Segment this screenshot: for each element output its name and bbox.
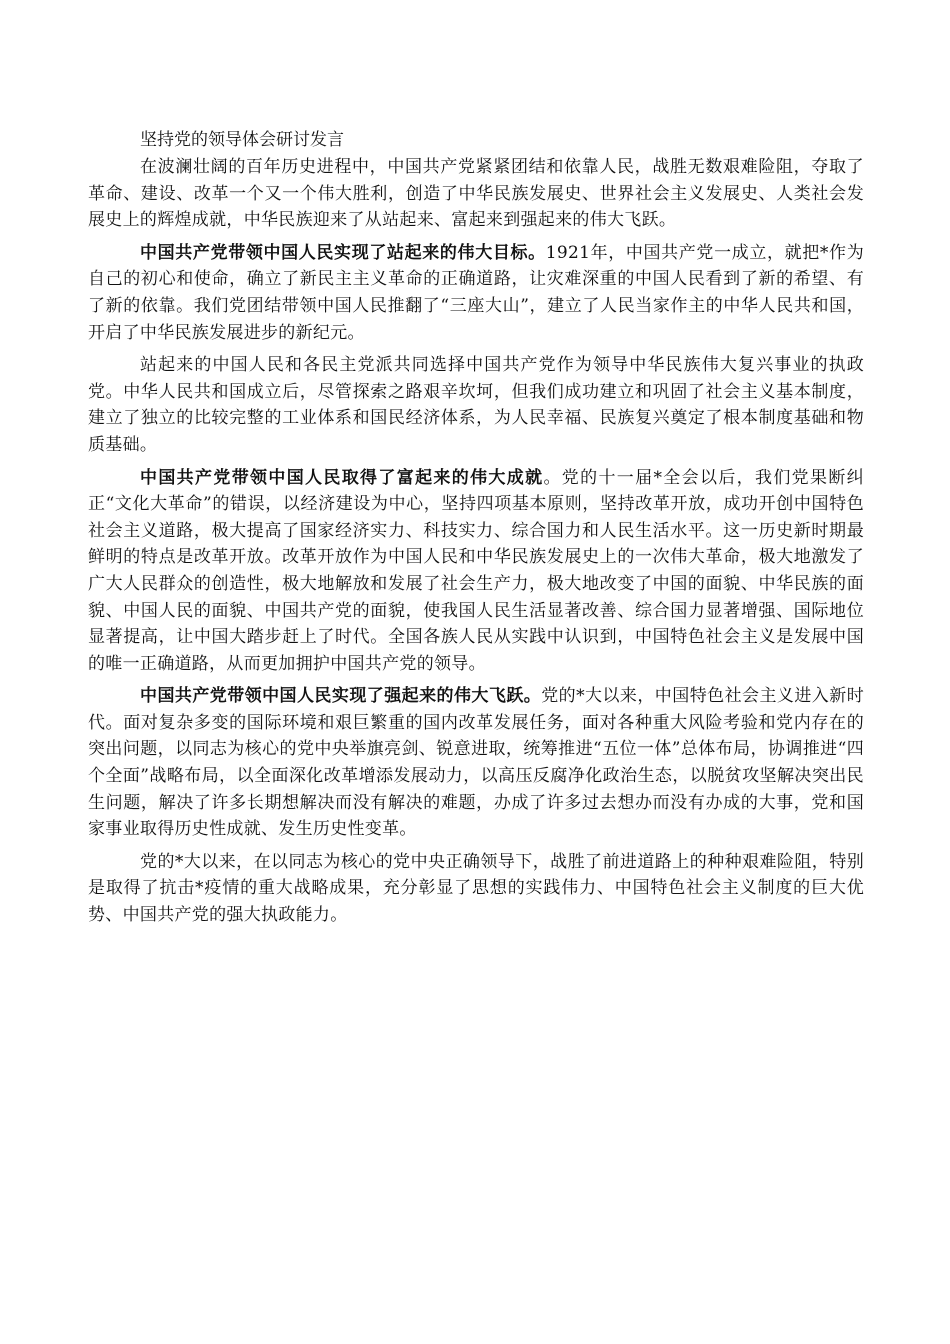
paragraph-intro	[88, 154, 864, 234]
paragraph-ruling-party	[88, 352, 864, 458]
paragraph-rich	[88, 465, 864, 678]
paragraph-stand-up	[88, 240, 864, 346]
paragraph-text: 党的*大以来，在以同志为核心的党中央正确领导下，战胜了前进道路上的种种艰难险阻，特别是取得了抗击*疫情的重大战略成果，充分彰显了思想的实践伟力、中国特色社会主义制度的巨大优势、中国共产党的强大执政能力。	[88, 851, 864, 926]
paragraph-strong	[88, 683, 864, 843]
document-title: 坚持党的领导体会研讨发言	[140, 130, 344, 150]
paragraph-conclusion	[88, 849, 864, 929]
paragraph-text: 在波澜壮阔的百年历史进程中，中国共产党紧紧团结和依靠人民，战胜无数艰难险阻，夺取了革命、建设、改革一个又一个伟大胜利，创造了中华民族发展史、世界社会主义发展史、人类社会发展史上的辉煌成就，中华民族迎来了从站起来、富起来到强起来的伟大飞跃。	[88, 157, 864, 231]
paragraph-lead: 中国共产党带领中国人民实现了强起来的伟大飞跃。	[140, 686, 542, 707]
paragraph-text: 站起来的中国人民和各民主党派共同选择中国共产党作为领导中华民族伟大复兴事业的执政党。中华人民共和国成立后，尽管探索之路艰辛坎坷，但我们成功建立和巩固了社会主义基本制度，建立了独立的比较完整的工业体系和国民经济体系，为人民幸福、民族复兴奠定了根本制度基础和物质基础。	[88, 355, 864, 455]
paragraph-lead: 中国共产党带领中国人民取得了富起来的伟大成就	[140, 467, 544, 488]
paragraph-text: 1921年，中国共产党一成立，就把*作为自己的初心和使命，确立了新民主主义革命的正确道路，让灾难深重的中国人民看到了新的希望、有了新的依靠。我们党团结带领中国人民推翻了“三座大山”，建立了人民当家作主的中华人民共和国，开启了中华民族发展进步的新纪元。	[88, 242, 864, 343]
paragraph-lead: 中国共产党带领中国人民实现了站起来的伟大目标。	[140, 242, 546, 263]
paragraph-text: 。党的十一届*全会以后，我们党果断纠正“文化大革命”的错误，以经济建设为中心，坚持四项基本原则，坚持改革开放，成功开创中国特色社会主义道路，极大提高了国家经济实力、科技实力、综合国力和人民生活水平。这一历史新时期最鲜明的特点是改革开放。改革开放作为中国人民和中华民族发展史上的一次伟大革命，极大地激发了广大人民群众的创造性，极大地解放和发展了社会生产力，极大地改变了中国的面貌、中华民族的面貌、中国人民的面貌、中国共产党的面貌，使我国人民生活显著改善、综合国力显著增强、国际地位显著提高，让中国大踏步赶上了时代。全国各族人民从实践中认识到，中国特色社会主义是发展中国的唯一正确道路，从而更加拥护中国共产党的领导。	[88, 467, 864, 674]
paragraph-text: 党的*大以来，中国特色社会主义进入新时代。面对复杂多变的国际环境和艰巨繁重的国内改革发展任务，面对各种重大风险考验和党内存在的突出问题，以同志为核心的党中央举旗亮剑、锐意进取，统筹推进“五位一体”总体布局，协调推进“四个全面”战略布局，以全面深化改革增添发展动力，以高压反腐净化政治生态，以脱贫攻坚解决突出民生问题，解决了许多长期想解决而没有解决的难题，办成了许多过去想办而没有办成的大事，党和国家事业取得历史性成就、发生历史性变革。	[88, 686, 864, 840]
document-page	[88, 127, 864, 929]
